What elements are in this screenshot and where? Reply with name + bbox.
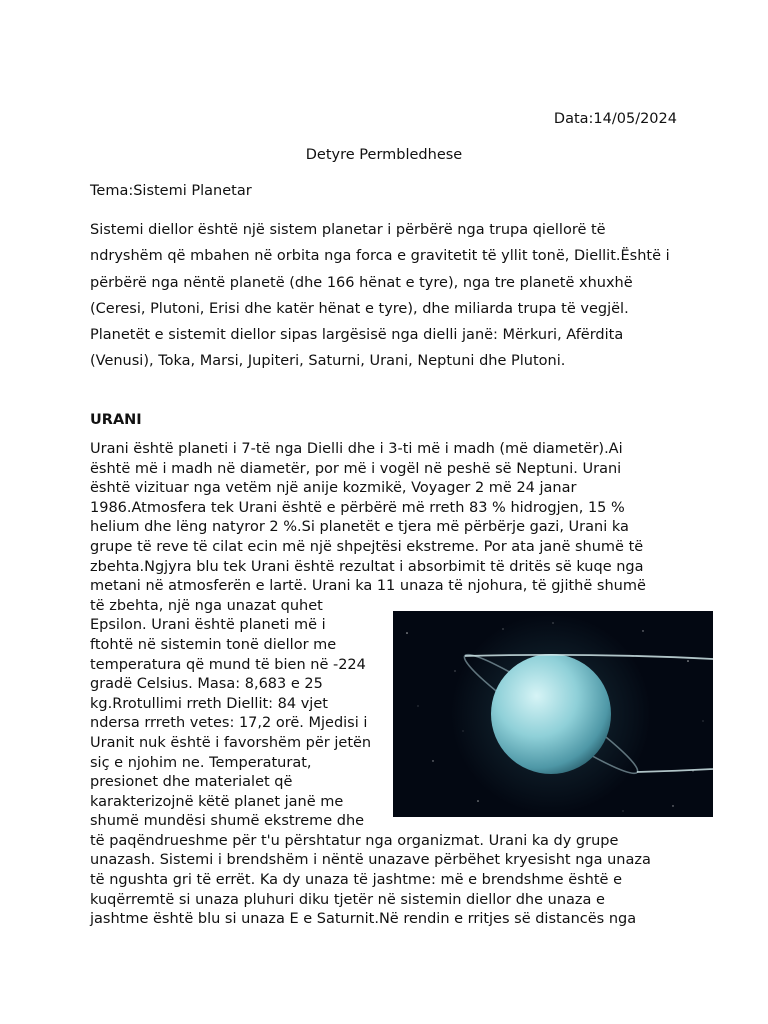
section-paragraph-top: Urani është planeti i 7-të nga Dielli dhe i 3-ti më i madh (më diametër).Ai është më i madh në diametër, por më i vogël në peshë së Neptuni. Urani është vizituar nga vetëm një anije kozmikë, Voyager 2 më 24 janar 1986.Atmosfera tek Urani është e përbërë më rreth 83 % hidrogjen, 15 % helium dhe lëng natyror 2 %.Si planetët e tjera më përbërje gazi, Urani ka grupe të reve të cilat ecin më një shpejtësi ekstreme. Por ata janë shumë të zbehta.Ngjyra blu tek Urani është rezultat i absorbimit të dritës së kuqe nga metani në atmosferën e lartë. Urani ka 11 unaza të njohura, të gjithë shumë xyxy=(90,441,646,595)
document-date: Data:14/05/2024 xyxy=(553,111,677,127)
uranus-illustration xyxy=(393,611,713,817)
section-paragraph-wrap: të zbehta, një nga unazat quhet Epsilon. Urani është planeti më i ftohtë në sistemin tonë diellor me temperatura që mund të bien në -224 gradë Celsius. Masa: 8,683 e 25 kg.Rrotullimi rreth Diellit: 84 vjet ndersa rrreth vetes: 17,2 orë. Mjedisi i Uranit nuk është i favorshëm për jetën siç e njohim ne. Temperaturat, presionet dhe materialet që karakterizojnë këtë planet janë me shumë mundësi shumë ekstreme dhe të paqëndrueshme për t'u përshtatur nga organizmat. Urani ka dy grupe unazash. Sistemi i brendshëm i nëntë unazave përbëhet kryesisht nga unaza të ngushta gri të errët. Ka dy unaza të jashtme: më e brendshme është e kuqërremtë si unaza pluhuri diku tjetër në sistemin diellor dhe unaza e jashtme është blu si unaza E e Saturnit.Në rendin e rritjes së distancës nga xyxy=(90,597,651,928)
document-title: Detyre Permbledhese xyxy=(305,147,463,163)
uranus-image xyxy=(393,611,713,817)
document-topic: Tema:Sistemi Planetar xyxy=(90,183,252,199)
section-body xyxy=(90,440,680,930)
intro-paragraph: Sistemi diellor është një sistem planetar i përbërë nga trupa qiellorë të ndryshëm që mbahen në orbita nga forca e gravitetit të yllit tonë, Diellit.Është i përbërë nga nëntë planetë (dhe 166 hënat e tyre), nga tre planetë xhuxhë (Ceresi, Plutoni, Erisi dhe katër hënat e tyre), dhe miliarda trupa të vegjël. Planetët e sistemit diellor sipas largësisë nga dielli janë: Mërkuri, Afërdita (Venusi), Toka, Marsi, Jupiteri, Saturni, Urani, Neptuni dhe Plutoni. xyxy=(90,222,670,370)
planet xyxy=(491,654,611,774)
section-heading: URANI xyxy=(90,412,142,428)
